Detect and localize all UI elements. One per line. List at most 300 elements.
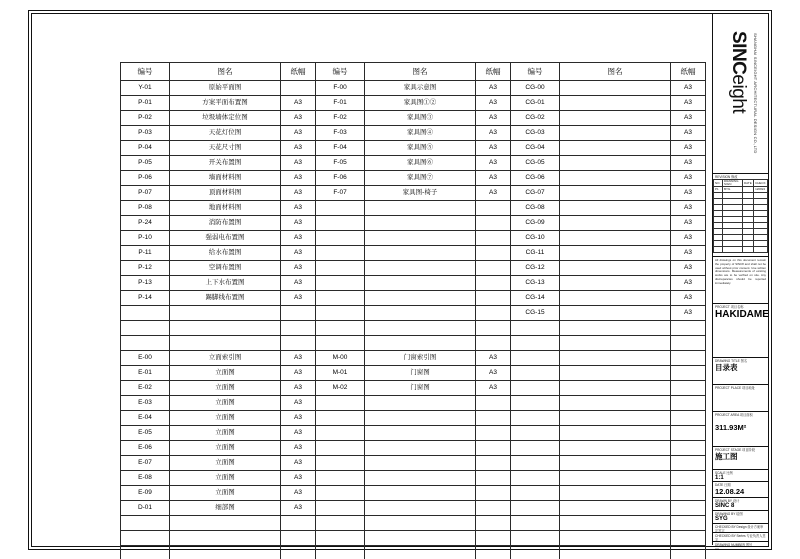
cell-size-1: A3 xyxy=(281,141,316,156)
table-row xyxy=(121,396,706,411)
cell-name-1: 上下水布置图 xyxy=(170,276,281,291)
cell-name-2 xyxy=(365,306,476,321)
cell-name-3 xyxy=(560,501,671,516)
cell-name-3 xyxy=(560,426,671,441)
cell-name-2 xyxy=(365,231,476,246)
cell-size-1: A3 xyxy=(281,501,316,516)
cell-name-2: 门窗索引图 xyxy=(365,351,476,366)
cell-no-2: F-01 xyxy=(316,96,365,111)
cell-name-2 xyxy=(365,501,476,516)
cell-size-2: A3 xyxy=(476,186,511,201)
col-header-size-1: 纸幅 xyxy=(281,63,316,81)
cell-no-1: E-08 xyxy=(121,471,170,486)
cell-no-2 xyxy=(316,336,365,351)
cell-name-1: 给水布置图 xyxy=(170,246,281,261)
cell-size-3 xyxy=(671,411,706,426)
drawing-by-label: DRAWING BY 绘图 xyxy=(715,512,743,516)
cell-size-1: A3 xyxy=(281,261,316,276)
rev-col-no: NO. xyxy=(714,180,723,187)
project-place-value xyxy=(713,390,768,391)
cell-size-3 xyxy=(671,366,706,381)
table-row xyxy=(121,381,706,396)
table-row xyxy=(121,531,706,546)
rev-col-date: DATE xyxy=(743,180,752,185)
table-row xyxy=(121,516,706,531)
table-row xyxy=(121,156,706,171)
cell-size-1 xyxy=(281,516,316,531)
cell-no-1: E-05 xyxy=(121,426,170,441)
cell-no-1 xyxy=(121,321,170,336)
cell-no-1: P-01 xyxy=(121,96,170,111)
table-row xyxy=(121,351,706,366)
cell-no-3 xyxy=(511,441,560,456)
cell-size-3: A3 xyxy=(671,306,706,321)
cell-no-1: P-08 xyxy=(121,201,170,216)
cell-size-3: A3 xyxy=(671,186,706,201)
cell-name-2 xyxy=(365,441,476,456)
cell-no-2: M-01 xyxy=(316,366,365,381)
cell-no-3 xyxy=(511,516,560,531)
cell-name-2 xyxy=(365,531,476,546)
table-row xyxy=(121,276,706,291)
cell-name-1: 立面图 xyxy=(170,426,281,441)
cell-size-2: A3 xyxy=(476,156,511,171)
cell-no-3 xyxy=(511,531,560,546)
cell-name-1: 立面索引图 xyxy=(170,351,281,366)
cell-no-2 xyxy=(316,201,365,216)
cell-no-3: CG-12 xyxy=(511,261,560,276)
cell-size-1: A3 xyxy=(281,396,316,411)
cell-no-2: F-05 xyxy=(316,156,365,171)
cell-name-3 xyxy=(560,306,671,321)
table-row xyxy=(121,306,706,321)
cell-no-2 xyxy=(316,471,365,486)
cell-name-2: 家具图③ xyxy=(365,111,476,126)
cell-name-3 xyxy=(560,351,671,366)
cell-name-1 xyxy=(170,306,281,321)
cell-no-3: CG-02 xyxy=(511,111,560,126)
project-area-section xyxy=(713,411,768,433)
cell-name-3 xyxy=(560,201,671,216)
cell-no-1: P-02 xyxy=(121,111,170,126)
drawing-title-value: 目录表 xyxy=(715,363,738,372)
cell-size-1: A3 xyxy=(281,156,316,171)
legal-note-text: All drawings on this document remain the property of SINC8 and shall not be used without prior consent. Use written dimensions. Measurements of existing works are to be verified on site. Any discrepancies should be reported immediately. xyxy=(715,258,766,285)
cell-no-1 xyxy=(121,516,170,531)
cell-size-1: A3 xyxy=(281,486,316,501)
cell-no-2: M-00 xyxy=(316,351,365,366)
cell-name-3 xyxy=(560,291,671,306)
cell-name-2 xyxy=(365,261,476,276)
cell-no-1: P-05 xyxy=(121,156,170,171)
table-row xyxy=(121,126,706,141)
cell-name-1: 原始平面图 xyxy=(170,81,281,96)
cell-name-1 xyxy=(170,516,281,531)
project-stage-label: PROJECT STAGE 项目阶段 xyxy=(715,448,755,452)
checked-series-label: CHECKED BY Series 专业负责人签字 xyxy=(715,534,766,542)
cell-name-3 xyxy=(560,96,671,111)
table-header-row xyxy=(121,63,706,81)
table-row xyxy=(121,81,706,96)
cell-size-1: A3 xyxy=(281,441,316,456)
cell-size-3: A3 xyxy=(671,291,706,306)
cell-no-1: P-06 xyxy=(121,171,170,186)
cell-name-1: 细部图 xyxy=(170,501,281,516)
cell-name-2: 门窗图 xyxy=(365,366,476,381)
cell-size-1: A3 xyxy=(281,201,316,216)
cell-size-1: A3 xyxy=(281,291,316,306)
cell-no-2 xyxy=(316,216,365,231)
legal-note-section xyxy=(713,256,768,287)
cell-no-1: P-13 xyxy=(121,276,170,291)
cell-no-1: P-07 xyxy=(121,186,170,201)
cell-no-3: CG-04 xyxy=(511,141,560,156)
cell-no-2 xyxy=(316,306,365,321)
cell-name-2 xyxy=(365,201,476,216)
rev-col-check: CHECK xyxy=(755,180,766,185)
cell-size-2 xyxy=(476,261,511,276)
cell-no-2: F-00 xyxy=(316,81,365,96)
cell-no-2 xyxy=(316,321,365,336)
cell-size-1 xyxy=(281,306,316,321)
drawn-by-label: DRAWN BY 设计 xyxy=(715,499,740,503)
cell-name-3 xyxy=(560,156,671,171)
cell-size-2 xyxy=(476,441,511,456)
rev-sign: BYG xyxy=(723,187,743,193)
cell-no-2 xyxy=(316,456,365,471)
table-row xyxy=(121,186,706,201)
cell-no-2 xyxy=(316,486,365,501)
cell-name-1: 踢脚线布置图 xyxy=(170,291,281,306)
cell-name-3 xyxy=(560,531,671,546)
cell-size-1: A3 xyxy=(281,186,316,201)
cell-no-1: E-02 xyxy=(121,381,170,396)
table-row xyxy=(121,216,706,231)
logo-subtitle: SHANGHAI SINCEIGHT ARCHITECTURAL DESIGN CO.,LTD xyxy=(753,33,758,154)
cell-size-2: A3 xyxy=(476,381,511,396)
cell-size-3: A3 xyxy=(671,201,706,216)
cell-no-1: P-03 xyxy=(121,126,170,141)
date-value: 12.08.24 xyxy=(715,487,745,496)
project-place-label: PROJECT PLACE 项目地址 xyxy=(715,386,755,390)
drawing-title-section xyxy=(713,357,768,373)
cell-no-2 xyxy=(316,426,365,441)
cell-size-1: A3 xyxy=(281,411,316,426)
col-header-size-2: 纸幅 xyxy=(476,63,511,81)
cell-size-1: A3 xyxy=(281,96,316,111)
cell-name-3 xyxy=(560,216,671,231)
project-stage-section xyxy=(713,446,768,462)
cell-size-2: A3 xyxy=(476,126,511,141)
cell-size-2 xyxy=(476,531,511,546)
revision-label: REVISION 修改 xyxy=(715,175,738,179)
cell-no-1: P-10 xyxy=(121,231,170,246)
cell-size-3 xyxy=(671,516,706,531)
cell-size-3: A3 xyxy=(671,141,706,156)
cell-name-3 xyxy=(560,321,671,336)
cell-no-3 xyxy=(511,321,560,336)
drawing-number-section xyxy=(713,541,768,555)
cell-no-1: D-01 xyxy=(121,501,170,516)
cell-size-1: A3 xyxy=(281,426,316,441)
cell-name-1 xyxy=(170,546,281,559)
cell-name-2: 家具图④ xyxy=(365,126,476,141)
cell-name-2 xyxy=(365,471,476,486)
cell-no-1: P-14 xyxy=(121,291,170,306)
cell-name-1: 天花尺寸图 xyxy=(170,141,281,156)
cell-no-3: CG-10 xyxy=(511,231,560,246)
cell-size-2: A3 xyxy=(476,81,511,96)
cell-no-2 xyxy=(316,516,365,531)
cell-size-2 xyxy=(476,276,511,291)
cell-size-3: A3 xyxy=(671,171,706,186)
cell-name-2 xyxy=(365,396,476,411)
cell-name-2 xyxy=(365,546,476,559)
table-row xyxy=(121,411,706,426)
cell-name-3 xyxy=(560,381,671,396)
cell-name-1: 消防布置图 xyxy=(170,216,281,231)
revision-section xyxy=(713,173,768,253)
cell-size-3: A3 xyxy=(671,96,706,111)
cell-no-1: E-00 xyxy=(121,351,170,366)
company-logo xyxy=(713,21,768,171)
cell-no-1 xyxy=(121,306,170,321)
table-row xyxy=(121,426,706,441)
cell-size-2: A3 xyxy=(476,111,511,126)
cell-no-2 xyxy=(316,501,365,516)
cell-name-3 xyxy=(560,231,671,246)
cell-name-2 xyxy=(365,216,476,231)
cell-name-1: 开关布置图 xyxy=(170,156,281,171)
drawn-by-value: SINC 8 xyxy=(715,503,735,509)
table-row xyxy=(121,441,706,456)
cell-no-1: E-01 xyxy=(121,366,170,381)
project-area-value: 311.93M² xyxy=(715,423,747,432)
cell-name-1: 强弱电布置图 xyxy=(170,231,281,246)
cell-no-1: E-07 xyxy=(121,456,170,471)
cell-no-3 xyxy=(511,501,560,516)
cell-no-2: M-02 xyxy=(316,381,365,396)
cell-name-2 xyxy=(365,291,476,306)
cell-size-3: A3 xyxy=(671,156,706,171)
table-header xyxy=(121,63,706,81)
logo-eight: eight xyxy=(728,74,749,114)
cell-no-3: CG-15 xyxy=(511,306,560,321)
cell-size-1: A3 xyxy=(281,246,316,261)
cell-size-3 xyxy=(671,336,706,351)
cell-no-3: CG-06 xyxy=(511,171,560,186)
cell-size-2 xyxy=(476,471,511,486)
cell-name-2: 家具图⑦ xyxy=(365,171,476,186)
cell-no-3 xyxy=(511,366,560,381)
cell-name-3 xyxy=(560,366,671,381)
cell-no-3: CG-01 xyxy=(511,96,560,111)
cell-name-2 xyxy=(365,411,476,426)
drawing-index-table xyxy=(120,62,706,559)
cell-no-1: Y-01 xyxy=(121,81,170,96)
table-row xyxy=(121,261,706,276)
cell-no-1 xyxy=(121,546,170,559)
cell-name-1: 天花灯位图 xyxy=(170,126,281,141)
cell-no-3 xyxy=(511,456,560,471)
cell-no-1: E-06 xyxy=(121,441,170,456)
cell-size-3 xyxy=(671,546,706,559)
cell-size-1 xyxy=(281,531,316,546)
date-section xyxy=(713,481,768,497)
cell-size-1: A3 xyxy=(281,456,316,471)
cell-no-3 xyxy=(511,336,560,351)
cell-no-1 xyxy=(121,531,170,546)
cell-size-2: A3 xyxy=(476,171,511,186)
cell-size-2 xyxy=(476,216,511,231)
cell-name-2: 家具图⑥ xyxy=(365,156,476,171)
cell-name-2: 家具图⑤ xyxy=(365,141,476,156)
table-row xyxy=(121,201,706,216)
table-row xyxy=(121,246,706,261)
cell-size-3: A3 xyxy=(671,246,706,261)
table-row xyxy=(121,366,706,381)
table-row xyxy=(121,141,706,156)
cell-size-1: A3 xyxy=(281,126,316,141)
cell-no-3: CG-07 xyxy=(511,186,560,201)
cell-name-3 xyxy=(560,246,671,261)
table-row xyxy=(121,546,706,559)
cell-size-2 xyxy=(476,231,511,246)
cell-size-1 xyxy=(281,336,316,351)
revision-table xyxy=(713,179,768,253)
cell-no-2 xyxy=(316,441,365,456)
cell-no-2 xyxy=(316,276,365,291)
cell-size-3 xyxy=(671,381,706,396)
cell-no-2 xyxy=(316,531,365,546)
cell-no-3 xyxy=(511,351,560,366)
cell-no-3 xyxy=(511,486,560,501)
cell-no-1: P-24 xyxy=(121,216,170,231)
cell-name-2 xyxy=(365,426,476,441)
cell-no-3: CG-14 xyxy=(511,291,560,306)
project-area-label: PROJECT AREA 项目面积 xyxy=(715,413,753,417)
cell-no-1: P-11 xyxy=(121,246,170,261)
cell-size-3 xyxy=(671,441,706,456)
cell-size-3: A3 xyxy=(671,216,706,231)
cell-name-3 xyxy=(560,486,671,501)
cell-size-2 xyxy=(476,291,511,306)
col-header-no-2: 编号 xyxy=(316,63,365,81)
cell-size-3: A3 xyxy=(671,276,706,291)
cell-name-1: 空调布置图 xyxy=(170,261,281,276)
cell-no-1: E-03 xyxy=(121,396,170,411)
drawing-title-label: DRAWING TITLE 图名 xyxy=(715,359,748,363)
cell-size-3 xyxy=(671,396,706,411)
cell-size-1: A3 xyxy=(281,231,316,246)
col-header-name-2: 图名 xyxy=(365,63,476,81)
cell-name-3 xyxy=(560,546,671,559)
cell-size-1: A3 xyxy=(281,351,316,366)
drawing-number-value: -- xyxy=(715,547,719,553)
project-section xyxy=(713,303,768,322)
cell-no-2: F-02 xyxy=(316,111,365,126)
cell-no-2: F-03 xyxy=(316,126,365,141)
cell-name-2: 家具图-椅子 xyxy=(365,186,476,201)
cell-no-2 xyxy=(316,246,365,261)
scale-label: SCALE 比例 xyxy=(715,471,733,475)
drawing-by-value: SYG xyxy=(715,516,728,522)
rev-no: P1 xyxy=(714,187,723,193)
cell-name-1: 立面图 xyxy=(170,396,281,411)
table-row xyxy=(121,336,706,351)
cell-no-1: E-04 xyxy=(121,411,170,426)
table-row xyxy=(121,111,706,126)
project-stage-value: 施工图 xyxy=(715,452,738,461)
cell-size-2 xyxy=(476,456,511,471)
cell-name-1: 地面材料图 xyxy=(170,201,281,216)
cell-size-2: A3 xyxy=(476,366,511,381)
cell-no-2 xyxy=(316,261,365,276)
cell-name-1: 方案平面布置图 xyxy=(170,96,281,111)
cell-name-3 xyxy=(560,171,671,186)
cell-name-1 xyxy=(170,336,281,351)
cell-name-3 xyxy=(560,186,671,201)
cell-name-1 xyxy=(170,531,281,546)
cell-no-2 xyxy=(316,411,365,426)
cell-size-2 xyxy=(476,516,511,531)
cell-name-1: 立面图 xyxy=(170,366,281,381)
cell-no-3: CG-08 xyxy=(511,201,560,216)
cell-no-1: P-04 xyxy=(121,141,170,156)
revision-row xyxy=(714,247,768,253)
cell-no-3: CG-13 xyxy=(511,276,560,291)
col-header-no-3: 编号 xyxy=(511,63,560,81)
col-header-no-1: 编号 xyxy=(121,63,170,81)
cell-size-2 xyxy=(476,321,511,336)
cell-name-3 xyxy=(560,396,671,411)
table-row xyxy=(121,96,706,111)
cell-no-3: CG-05 xyxy=(511,156,560,171)
cell-size-3 xyxy=(671,501,706,516)
cell-size-2 xyxy=(476,546,511,559)
cell-no-3: CG-11 xyxy=(511,246,560,261)
cell-size-3 xyxy=(671,486,706,501)
project-name: HAKIDAME xyxy=(715,309,769,320)
cell-no-3: CG-09 xyxy=(511,216,560,231)
cell-no-2 xyxy=(316,231,365,246)
cell-name-3 xyxy=(560,456,671,471)
cell-size-1: A3 xyxy=(281,276,316,291)
cell-name-2 xyxy=(365,336,476,351)
cell-name-2 xyxy=(365,321,476,336)
cell-size-3 xyxy=(671,531,706,546)
cell-name-1: 顶面材料图 xyxy=(170,186,281,201)
cell-size-3 xyxy=(671,321,706,336)
cell-no-3 xyxy=(511,381,560,396)
cell-name-3 xyxy=(560,111,671,126)
table-row xyxy=(121,321,706,336)
rev-check: 120824 xyxy=(754,187,768,193)
cell-size-1 xyxy=(281,81,316,96)
cell-name-2: 家具图①② xyxy=(365,96,476,111)
table-row xyxy=(121,486,706,501)
cell-name-3 xyxy=(560,336,671,351)
cell-name-2 xyxy=(365,486,476,501)
cell-size-2 xyxy=(476,501,511,516)
cell-size-3: A3 xyxy=(671,126,706,141)
cell-name-3 xyxy=(560,141,671,156)
cell-size-2 xyxy=(476,411,511,426)
cell-name-2: 门窗图 xyxy=(365,381,476,396)
cell-size-1: A3 xyxy=(281,471,316,486)
cell-name-3 xyxy=(560,516,671,531)
cell-size-3: A3 xyxy=(671,111,706,126)
